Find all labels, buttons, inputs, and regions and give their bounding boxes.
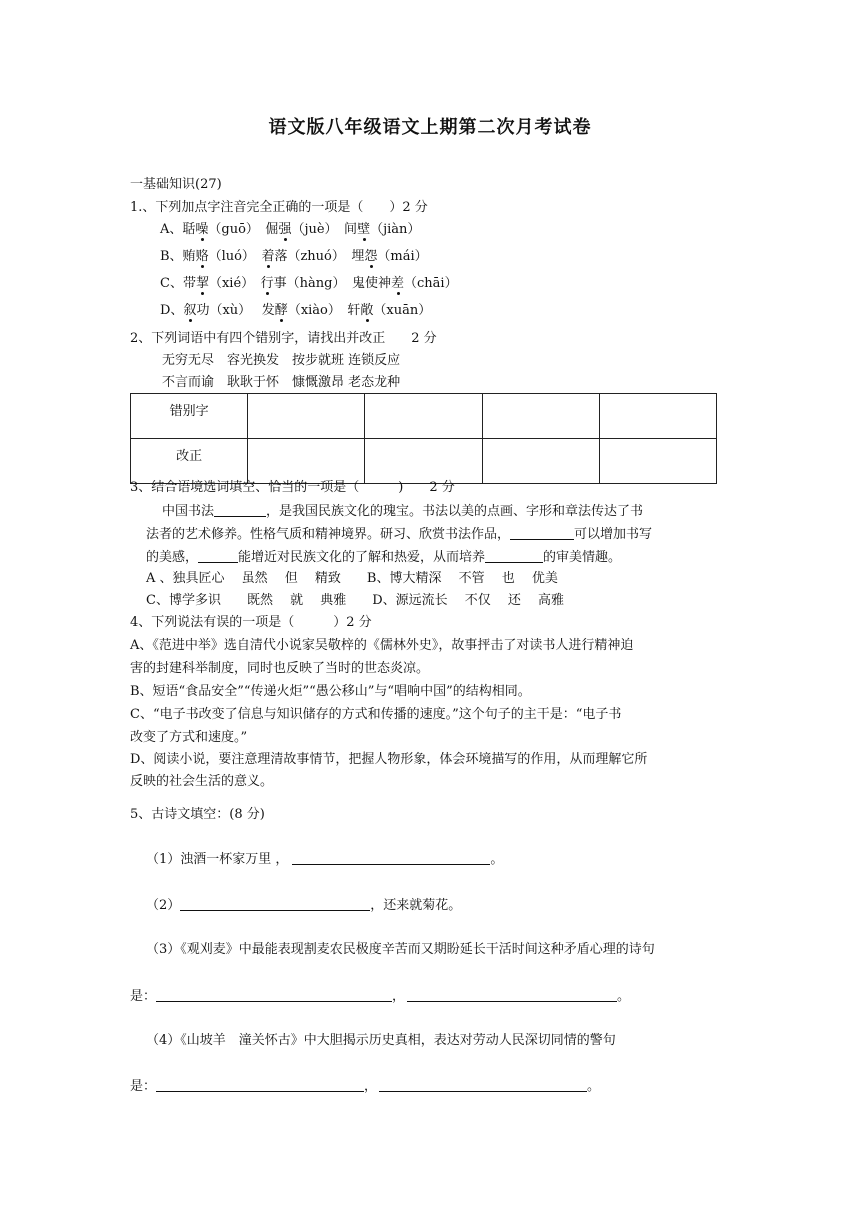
fill-blank[interactable] [379,1077,587,1092]
question-3-passage-line-2: 法者的艺术修养。性格气质和精神境界。研习、欣赏书法作品， 可以增加书写 [146,527,653,542]
answer-cell[interactable] [365,394,482,439]
question-3-passage-line-3: 的美感， 能增近对民族文化的了解和热爱，从而培养 的审美情趣。 [146,550,622,565]
question-1-option-d: D、叙功（xù） 发酵（xiào） 轩敞（xuān） [160,303,432,318]
fill-blank[interactable] [407,987,617,1002]
fill-blank[interactable] [156,987,392,1002]
question-4-option-a-line-1: A、《范进中举》选自清代小说家吴敬梓的《儒林外史》，故事抨击了对读书人进行精神迫 [130,638,634,653]
answer-cell[interactable] [599,439,716,484]
question-4-option-b: B、短语“食品安全”“传递火炬”“愚公移山”与“唱响中国”的结构相同。 [130,684,531,699]
fill-blank[interactable] [198,548,238,563]
question-1-stem: 1.、下列加点字注音完全正确的一项是（ ）2 分 [130,200,428,215]
question-1-option-c: C、带挈（xié） 行事（hàng） 鬼使神差（chāi） [160,276,458,291]
fill-blank[interactable] [214,502,266,517]
answer-cell[interactable] [248,439,365,484]
fill-blank[interactable] [510,525,574,540]
answer-cell[interactable] [365,439,482,484]
question-5-item-4-answer: 是： ， 。 [130,1079,601,1094]
fill-blank[interactable] [485,548,543,563]
fill-blank[interactable] [292,850,490,865]
question-3-options-cd: C、博学多识 既然 就 典雅 D、源远流长 不仅 还 高雅 [146,593,565,608]
question-5-item-1: （1）浊酒一杯家万里 ， 。 [146,852,504,867]
question-4-option-d-line-2: 反映的社会生活的意义。 [130,774,274,789]
question-5-stem: 5、古诗文填空：(8 分) [130,807,265,822]
fill-blank[interactable] [156,1077,364,1092]
question-2-words-line-1: 无穷无尽 容光换发 按步就班 连锁反应 [162,353,401,368]
answer-cell[interactable] [248,394,365,439]
answer-cell[interactable] [482,394,599,439]
fill-blank[interactable] [180,896,370,911]
question-4-option-c-line-1: C、“电子书改变了信息与知识储存的方式和传播的速度。”这个句子的主干是：“电子书 [130,707,622,722]
question-5-item-3-prompt: （3）《观刈麦》中最能表现割麦农民极度辛苦而又期盼延长干活时间这种矛盾心理的诗句 [146,942,655,957]
question-3-passage-line-1: 中国书法 ，是我国民族文化的瑰宝。书法以美的点画、字形和章法传达了书 [162,504,644,519]
question-4-option-d-line-1: D、阅读小说，要注意理清故事情节，把握人物形象，体会环境描写的作用，从而理解它所 [130,752,648,767]
question-3-stem: 3、结合语境选词填空、恰当的一项是（ ) 2 分 [130,480,455,495]
section-heading: 一基础知识(27) [130,177,222,192]
question-3-options-ab: A 、独具匠心 虽然 但 精致 B、博大精深 不管 也 优美 [146,571,558,586]
question-2-words-line-2: 不言而谕 耿耿于怀 慷慨激昂 老态龙种 [162,375,401,390]
question-4-stem: 4、下列说法有误的一项是（ ）2 分 [130,615,372,630]
question-1-option-b: B、贿赂（luó） 着落（zhuó） 埋怨（mái） [160,249,428,264]
table-row [131,439,717,484]
table-header-wrong-char: 错别字 [131,394,248,439]
question-5-item-2: （2） ，还来就菊花。 [146,898,462,913]
answer-cell[interactable] [599,394,716,439]
correction-table [130,393,717,484]
question-5-item-4-prompt: （4）《山坡羊 潼关怀古》中大胆揭示历史真相，表达对劳动人民深切同情的警句 [146,1033,616,1048]
question-1-option-a: A、聒噪（guō） 倔强（juè） 间壁（jiàn） [160,222,421,237]
table-header-correction: 改正 [131,439,248,484]
answer-cell[interactable] [482,439,599,484]
table-row [131,394,717,439]
question-2-stem: 2、下列词语中有四个错别字，请找出并改正 2 分 [130,331,437,346]
question-4-option-c-line-2: 改变了方式和速度。” [130,730,248,745]
question-4-option-a-line-2: 害的封建科举制度，同时也反映了当时的世态炎凉。 [130,661,430,676]
question-5-item-3-answer: 是： ， 。 [130,989,631,1004]
page-title: 语文版八年级语文上期第二次月考试卷 [268,117,592,138]
